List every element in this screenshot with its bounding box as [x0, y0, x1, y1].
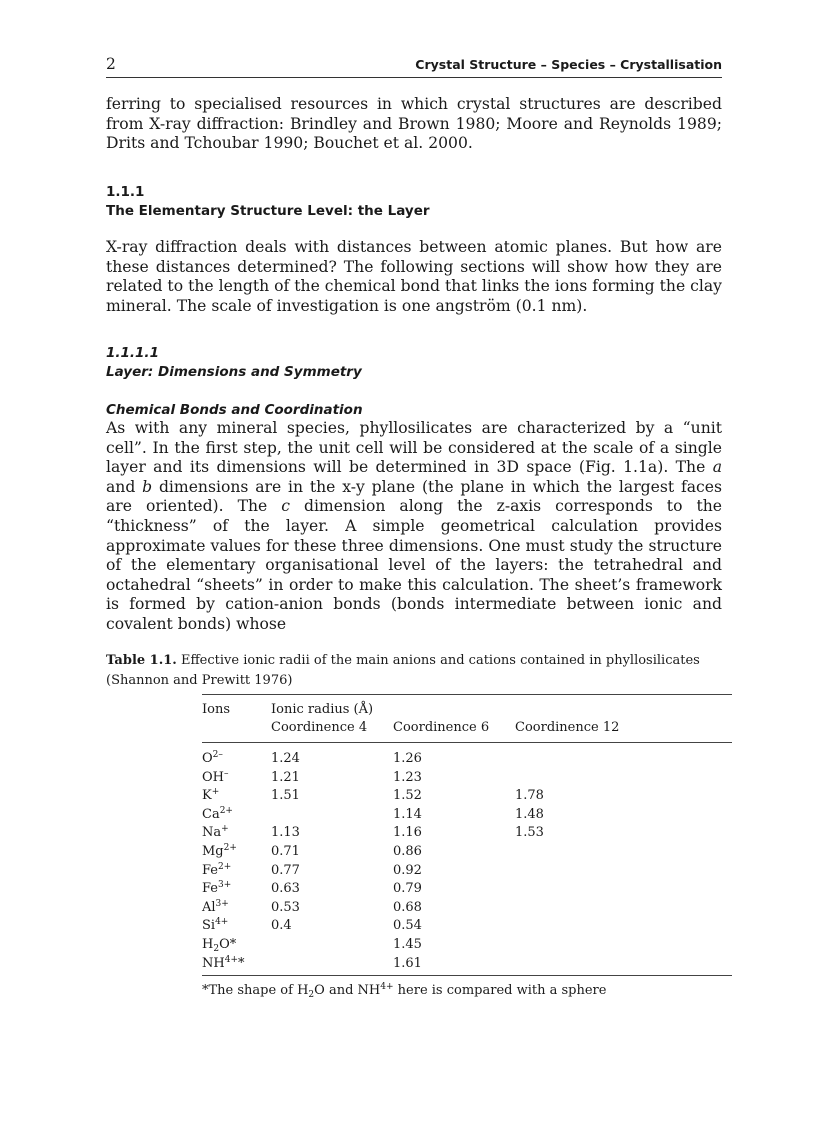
- ion-cell: [202, 788, 219, 803]
- header-coordinence-6: Coordinence 6: [393, 720, 490, 735]
- coordinence-6-value: 0.86: [393, 844, 422, 859]
- ion-charge: +: [221, 824, 229, 835]
- coordinence-6-value: 0.92: [393, 862, 422, 878]
- ion-symbol: Na: [202, 825, 222, 841]
- coordinence-6-value: 1.14: [393, 806, 422, 822]
- ion-cell: [202, 937, 236, 952]
- footnote-text-3: here is compared with a sphere: [393, 983, 607, 998]
- header-ionic-radius: Ionic radius (Å): [271, 702, 374, 717]
- subsection-title: Layer: Dimensions and Symmetry: [106, 364, 362, 380]
- coordinence-4-value: 1.51: [271, 788, 300, 804]
- ion-cell: [202, 863, 231, 878]
- running-head: [106, 55, 722, 75]
- table-row: [202, 825, 732, 844]
- ion-tail: O*: [219, 937, 237, 952]
- ion-charge: 2+: [218, 861, 232, 872]
- table-caption-text: Effective ionic radii of the main anions and cations contained in phyllosilicates (Shannon and Prewitt 1976): [106, 653, 700, 688]
- ion-charge: 3+: [215, 898, 229, 909]
- table-row: [202, 770, 732, 789]
- coordinence-6-value: 1.45: [393, 937, 422, 952]
- ion-charge: 2–: [212, 750, 223, 760]
- intro-paragraph: ferring to specialised resources in which crystal structures are described from X-ray diffraction: Brindley and Brown 1980; Moore and Reynolds 1989; Drits and Tchoubar 1990; Bouchet et al. 2000.: [106, 95, 722, 153]
- coordinence-4-value: 1.21: [271, 769, 300, 785]
- ion-symbol: Fe: [202, 881, 219, 897]
- para-text-1: As with any mineral species, phyllosilicates are characterized by a “unit cell”. In the first step, the unit cell will be considered at the scale of a single layer and its dimensions will be determined in 3D space (Fig. 1.1a). The: [106, 419, 722, 477]
- coordinence-12-value: 1.48: [515, 806, 544, 822]
- header-coordinence-4: Coordinence 4: [271, 720, 368, 735]
- section-number: 1.1.1: [106, 184, 145, 200]
- section-paragraph: X-ray diffraction deals with distances between atomic planes. But how are these distances determined? The following sections will show how they are related to the length of the chemical bond that links the ions forming the clay mineral. The scale of investigation is one angström (0.1 nm).: [106, 238, 722, 315]
- table-footnote: [202, 983, 606, 998]
- ion-cell: [202, 807, 233, 822]
- ion-cell: [202, 956, 245, 971]
- ion-cell: [202, 844, 237, 859]
- dim-a: a: [712, 458, 722, 477]
- subsection-number: 1.1.1.1: [106, 345, 159, 361]
- ion-symbol: Ca: [202, 806, 220, 822]
- para-text-4: dimension along the z-axis corresponds to the “thickness” of the layer. A simple geometrical calculation provides approximate values for these three dimensions. One must study the structure of the elementary organisational level of the layers: the tetrahedral and octahedral “sheets” in order to make this calculation. The sheet’s framework is formed by cation-anion bonds (bonds intermediate between ionic and covalent bonds) whose: [106, 497, 722, 633]
- ion-subscript: 2: [213, 944, 220, 954]
- ion-charge: 4+: [215, 917, 229, 928]
- coordinence-4-value: 0.63: [271, 881, 300, 897]
- ion-charge: +: [211, 787, 220, 798]
- para-text-2: and: [106, 477, 143, 496]
- coordinence-4-value: 1.13: [271, 825, 300, 841]
- table-caption: [106, 651, 722, 690]
- coordinence-4-value: 0.71: [271, 844, 300, 859]
- coordinence-6-value: 1.26: [393, 751, 422, 766]
- header-rule: [106, 77, 722, 78]
- table-top-rule: [202, 694, 732, 695]
- ion-charge: 2+: [219, 805, 233, 816]
- footnote-text-1: *The shape of H: [202, 983, 309, 998]
- dim-b: b: [142, 477, 153, 496]
- ion-charge: –: [224, 768, 229, 779]
- table-row: [202, 751, 732, 770]
- table-row: [202, 881, 732, 900]
- header-coordinence-12: Coordinence 12: [515, 720, 620, 735]
- coordinence-6-value: 1.16: [393, 825, 422, 841]
- coordinence-4-value: 1.24: [271, 751, 300, 766]
- ion-charge: 4+: [224, 954, 238, 965]
- coordinence-4-value: 0.77: [271, 862, 300, 878]
- table-row: [202, 844, 732, 863]
- table-row: [202, 918, 732, 937]
- coordinence-6-value: 1.61: [393, 955, 422, 971]
- ion-symbol: K: [202, 788, 212, 804]
- subsection-heading: Chemical Bonds and Coordination: [106, 402, 363, 418]
- header-ions: Ions: [202, 702, 231, 717]
- coordinence-4-value: 0.53: [271, 899, 300, 915]
- ion-symbol: H: [202, 937, 214, 952]
- ion-symbol: Si: [202, 918, 216, 934]
- ion-cell: [202, 751, 223, 766]
- dim-c: c: [281, 497, 290, 516]
- ion-charge: 2+: [223, 843, 237, 853]
- ion-charge: 3+: [218, 880, 232, 891]
- coordinence-4-value: 0.4: [271, 918, 292, 934]
- table-row: [202, 863, 732, 882]
- coordinence-6-value: 1.23: [393, 769, 422, 785]
- coordinence-6-value: 0.68: [393, 899, 422, 915]
- footnote-sub: 2: [308, 990, 315, 1000]
- table-header-rule: [202, 742, 732, 743]
- ion-cell: [202, 770, 229, 785]
- coordinence-6-value: 0.54: [393, 918, 422, 934]
- table-bottom-rule: [202, 975, 732, 976]
- coordinence-6-value: 0.79: [393, 881, 422, 897]
- ion-cell: [202, 900, 229, 915]
- ion-symbol: Al: [202, 899, 216, 915]
- table-row: [202, 937, 732, 956]
- ion-cell: [202, 918, 228, 933]
- table-row: [202, 900, 732, 919]
- ion-symbol: O: [202, 751, 213, 766]
- para-text-3: dimensions are in the x-y plane (the plane in which the largest faces are oriented). The: [106, 477, 722, 516]
- running-title: Crystal Structure – Species – Crystallisation: [415, 57, 722, 72]
- ion-symbol: NH: [202, 955, 225, 971]
- ion-cell: [202, 825, 229, 840]
- table-row: [202, 807, 732, 826]
- ion-symbol: OH: [202, 769, 224, 785]
- subsection-paragraph: [106, 419, 722, 635]
- coordinence-12-value: 1.53: [515, 825, 544, 841]
- coordinence-12-value: 1.78: [515, 788, 544, 804]
- ion-symbol: Fe: [202, 862, 219, 878]
- footnote-text-2: O and NH: [314, 983, 381, 998]
- section-title: The Elementary Structure Level: the Layer: [106, 203, 430, 219]
- table-row: [202, 788, 732, 807]
- page-number: 2: [106, 55, 116, 73]
- table-label: Table 1.1.: [106, 653, 177, 668]
- footnote-sup: 4+: [380, 982, 394, 992]
- ion-symbol: Mg: [202, 844, 224, 859]
- ion-cell: [202, 881, 231, 896]
- coordinence-6-value: 1.52: [393, 788, 422, 804]
- table-row: [202, 956, 732, 975]
- ion-tail: *: [238, 955, 245, 971]
